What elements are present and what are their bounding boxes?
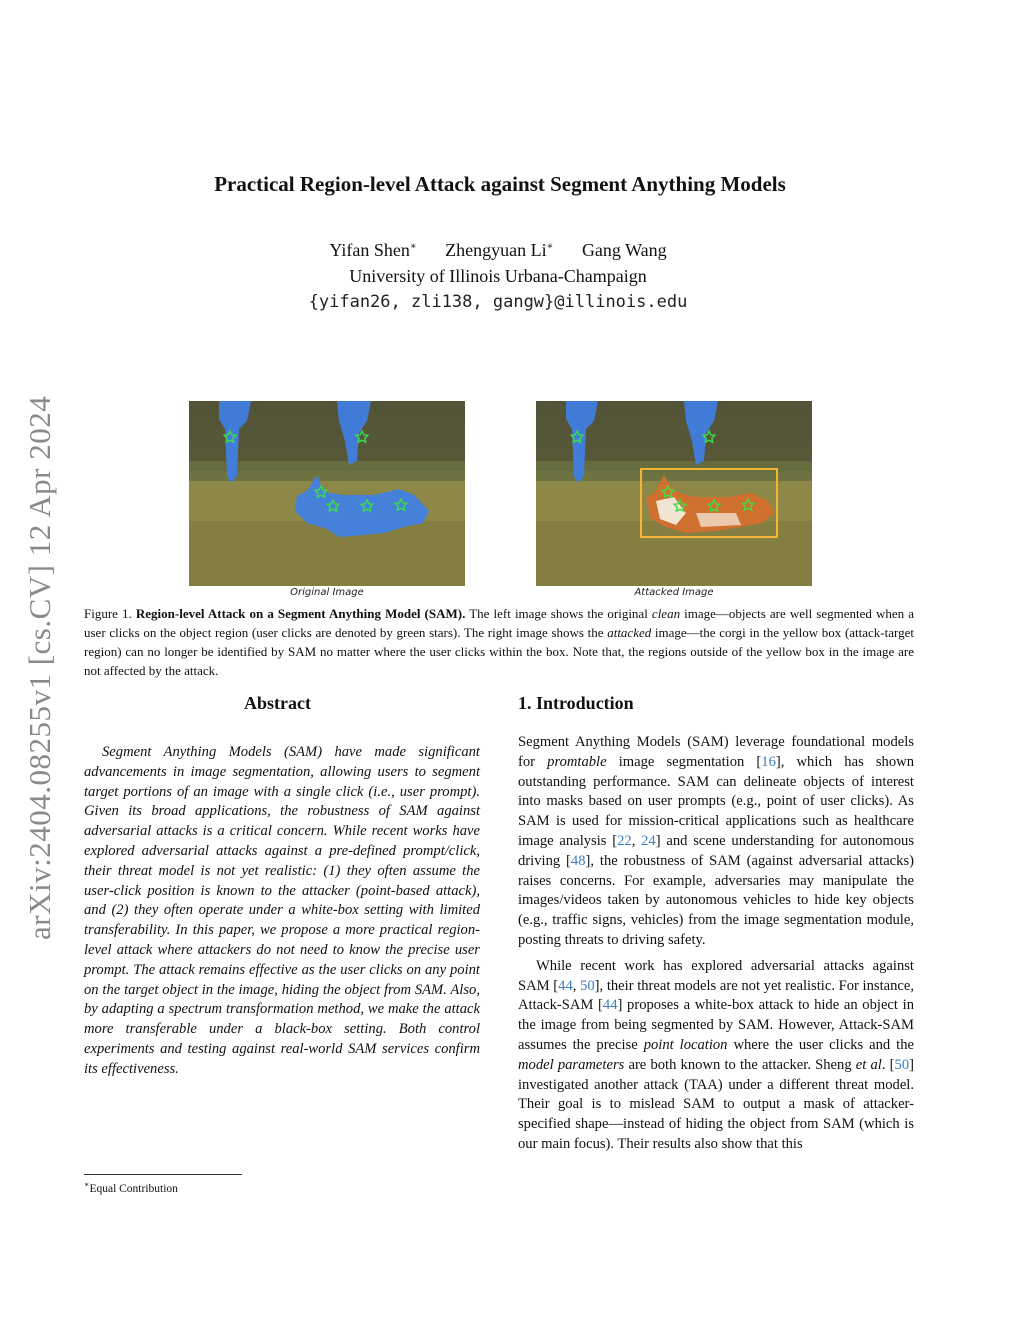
footnote-rule: [84, 1174, 242, 1175]
intro-paragraph: Segment Anything Models (SAM) leverage foundational models for promtable image segmentation [16], which has shown outstanding performance. SAM can delineate objects of interest into masks based on user prompts (e.g., point of user clicks). As SAM is used for mission-critical applications such as healthcare image analysis [22, 24] and scene understanding for autonomous driving [48], the robustness of SAM (against adversarial attacks) raises concerns. For example, adversaries may manipulate the images/videos taken by autonomous vehicles to hide key objects (e.g., traffic signs, vehicles) from the image segmentation module, posting threats to driving safety.: [518, 734, 914, 948]
intro-paragraph: While recent work has explored adversarial attacks against SAM [44, 50], their threat models are not yet realistic. For instance, Attack-SAM [44] proposes a white-box attack to hide an object in the image from being segmented by SAM. However, Attack-SAM assumes the precise point location where the user clicks and the model parameters are both known to the attacker. Sheng et al. [50] investigated another attack (TAA) under a different threat model. Their goal is to mislead SAM to output a mask of attacker-specified shape—instead of hiding the object from SAM (which is our main focus). Their results also show that this: [518, 957, 915, 1152]
author-list: [0, 240, 996, 261]
author: Zhengyuan Li∗: [445, 240, 554, 260]
arxiv-id: arXiv:2404.08255v1 [cs.CV] 12 Apr 2024: [22, 395, 57, 940]
attacked-image: [536, 401, 812, 586]
citation-link[interactable]: 16: [761, 753, 776, 770]
citation-link[interactable]: 50: [894, 1056, 910, 1073]
original-image-label: Original Image: [290, 587, 364, 598]
abstract-text: Segment Anything Models (SAM) have made significant advancements in image segmentation, allowing users to segment target portions of an image with a single click (i.e., user prompt). Given its broad applications, the robustness of SAM against adversarial attacks is a critical concern. While recent works have explored adversarial attacks against a pre-defined prompt/click, their threat model is not yet realistic: (1) they often assume the user-click position is known to the attacker (point-based attack), and (2) they often operate under a white-box setting with limited transferability. In this paper, we propose a more practical region-level attack where attackers do not need to know the precise user prompt. The attack remains effective as the user clicks on any point on the target object in the image, hiding the object from SAM. Also, by adapting a spectrum transformation method, we make the attack more transferable under a black-box setting. Both control experiments and testing against real-world SAM services confirm its effectiveness.: [84, 744, 480, 1077]
author: Gang Wang: [581, 240, 667, 260]
citation-link[interactable]: 50: [580, 977, 595, 994]
citation-link[interactable]: 44: [602, 997, 618, 1014]
introduction-heading: 1. Introduction: [518, 693, 634, 713]
affiliation: University of Illinois Urbana-Champaign: [349, 266, 647, 286]
attacked-image-label: Attacked Image: [634, 587, 714, 598]
footnote: ∗Equal Contribution: [84, 1180, 178, 1195]
citation-link[interactable]: 22: [617, 832, 632, 849]
paper-title: Practical Region-level Attack against Segment Anything Models: [214, 172, 786, 196]
author-email: {yifan26, zli138, gangw}@illinois.edu: [308, 292, 688, 312]
introduction-body: [518, 733, 914, 1161]
abstract-heading: Abstract: [244, 693, 311, 713]
figure-caption: Figure 1. Region-level Attack on a Segment Anything Model (SAM). The left image shows the original clean image—objects are well segmented when a user clicks on the object region (user clicks are denoted by green stars). The right image shows the attacked image—the corgi in the yellow box (attack-target region) can no longer be identified by SAM no matter where the user clicks within the box. Note that, the regions outside of the yellow box in the image are not affected by the attack.: [84, 606, 915, 678]
citation-link[interactable]: 48: [570, 852, 586, 869]
citation-link[interactable]: 24: [641, 832, 656, 849]
original-image: [189, 401, 465, 586]
arxiv-sidebar: [22, 350, 72, 940]
citation-link[interactable]: 44: [558, 977, 573, 994]
author: Yifan Shen∗: [329, 240, 417, 260]
